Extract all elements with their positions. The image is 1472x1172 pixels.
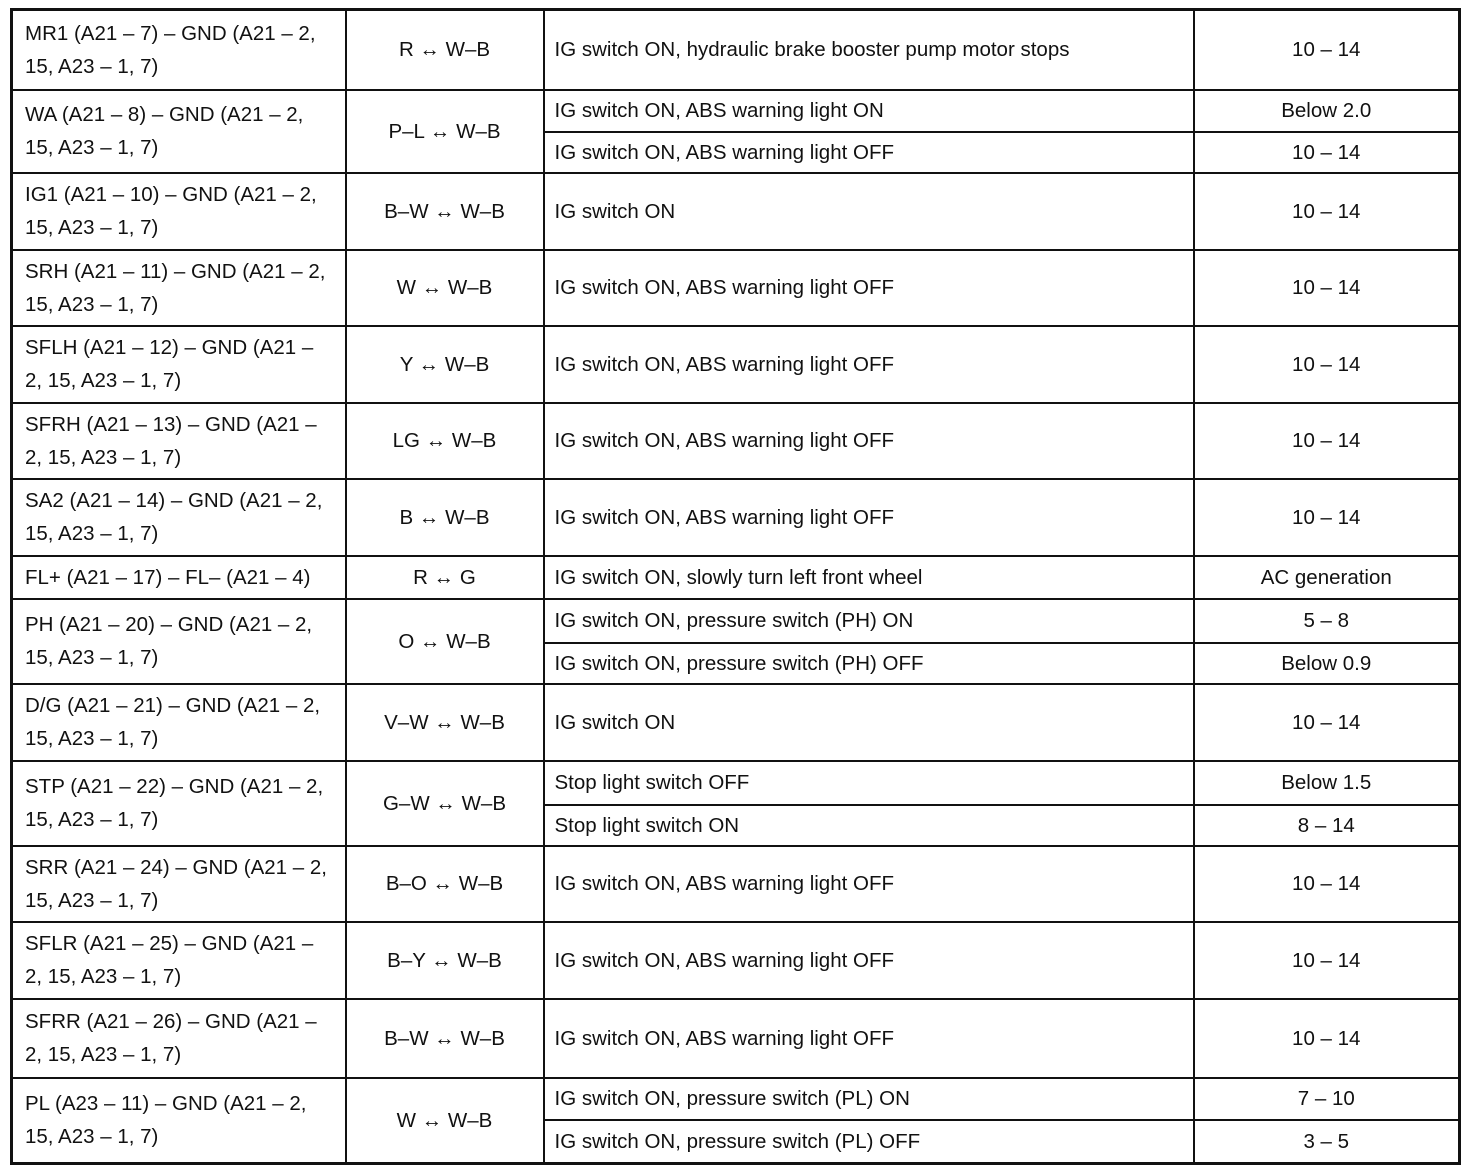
specified-condition-cell: 10 – 14 <box>1194 846 1460 922</box>
condition-cell: IG switch ON, ABS warning light OFF <box>544 479 1194 556</box>
specified-condition-cell: 10 – 14 <box>1194 250 1460 326</box>
terminal-cell: SFLH (A21 – 12) – GND (A21 – 2, 15, A23 – 1, 7) <box>12 326 346 403</box>
terminal-cell: PH (A21 – 20) – GND (A21 – 2, 15, A23 – 1, 7) <box>12 599 346 684</box>
table-row <box>12 479 1460 556</box>
terminal-cell: SRR (A21 – 24) – GND (A21 – 2, 15, A23 – 1, 7) <box>12 846 346 922</box>
specified-condition-cell: Below 2.0 <box>1194 90 1460 132</box>
specified-condition-cell: 5 – 8 <box>1194 599 1460 643</box>
condition-cell: IG switch ON <box>544 173 1194 250</box>
specified-condition-cell: 10 – 14 <box>1194 479 1460 556</box>
terminal-cell: SRH (A21 – 11) – GND (A21 – 2, 15, A23 – 1, 7) <box>12 250 346 326</box>
specified-condition-cell: 10 – 14 <box>1194 999 1460 1078</box>
wiring-color-cell: Y ↔ W–B <box>346 326 544 403</box>
terminal-cell: D/G (A21 – 21) – GND (A21 – 2, 15, A23 – 1, 7) <box>12 684 346 761</box>
table-row <box>12 173 1460 250</box>
table-row <box>12 403 1460 479</box>
specified-condition-cell: Below 0.9 <box>1194 643 1460 684</box>
specified-condition-cell: 3 – 5 <box>1194 1120 1460 1164</box>
wiring-color-cell: P–L ↔ W–B <box>346 90 544 173</box>
specified-condition-cell: 10 – 14 <box>1194 922 1460 999</box>
wiring-color-cell: V–W ↔ W–B <box>346 684 544 761</box>
specified-condition-cell: 10 – 14 <box>1194 10 1460 90</box>
table-row <box>12 1078 1460 1120</box>
terminal-cell: IG1 (A21 – 10) – GND (A21 – 2, 15, A23 – 1, 7) <box>12 173 346 250</box>
condition-cell: IG switch ON, pressure switch (PH) OFF <box>544 643 1194 684</box>
specified-condition-cell: 7 – 10 <box>1194 1078 1460 1120</box>
condition-cell: IG switch ON, pressure switch (PH) ON <box>544 599 1194 643</box>
table-row <box>12 250 1460 326</box>
wiring-color-cell: B–W ↔ W–B <box>346 999 544 1078</box>
table-row <box>12 10 1460 90</box>
condition-cell: IG switch ON, ABS warning light OFF <box>544 326 1194 403</box>
terminal-cell: SFRR (A21 – 26) – GND (A21 – 2, 15, A23 – 1, 7) <box>12 999 346 1078</box>
condition-cell: Stop light switch ON <box>544 805 1194 846</box>
condition-cell: IG switch ON, ABS warning light ON <box>544 90 1194 132</box>
wiring-color-cell: R ↔ G <box>346 556 544 599</box>
specified-condition-cell: AC generation <box>1194 556 1460 599</box>
table-row <box>12 599 1460 643</box>
table-row <box>12 761 1460 805</box>
wiring-color-cell: W ↔ W–B <box>346 1078 544 1164</box>
wiring-color-cell: G–W ↔ W–B <box>346 761 544 846</box>
specified-condition-cell: 10 – 14 <box>1194 684 1460 761</box>
specified-condition-cell: 8 – 14 <box>1194 805 1460 846</box>
table-row <box>12 90 1460 132</box>
specified-condition-cell: 10 – 14 <box>1194 132 1460 173</box>
specified-condition-cell: 10 – 14 <box>1194 173 1460 250</box>
table-row <box>12 846 1460 922</box>
wiring-color-cell: B–Y ↔ W–B <box>346 922 544 999</box>
wiring-color-cell: B–W ↔ W–B <box>346 173 544 250</box>
wiring-color-cell: B–O ↔ W–B <box>346 846 544 922</box>
terminal-cell: SFRH (A21 – 13) – GND (A21 – 2, 15, A23 – 1, 7) <box>12 403 346 479</box>
wiring-color-cell: W ↔ W–B <box>346 250 544 326</box>
terminal-cell: WA (A21 – 8) – GND (A21 – 2, 15, A23 – 1, 7) <box>12 90 346 173</box>
condition-cell: Stop light switch OFF <box>544 761 1194 805</box>
wiring-color-cell: O ↔ W–B <box>346 599 544 684</box>
condition-cell: IG switch ON, ABS warning light OFF <box>544 250 1194 326</box>
terminal-cell: STP (A21 – 22) – GND (A21 – 2, 15, A23 – 1, 7) <box>12 761 346 846</box>
condition-cell: IG switch ON, ABS warning light OFF <box>544 999 1194 1078</box>
table-row <box>12 999 1460 1078</box>
condition-cell: IG switch ON, ABS warning light OFF <box>544 846 1194 922</box>
condition-cell: IG switch ON, ABS warning light OFF <box>544 403 1194 479</box>
table-row <box>12 684 1460 761</box>
table-row <box>12 922 1460 999</box>
table-body <box>12 10 1460 1164</box>
table-row <box>12 326 1460 403</box>
terminal-cell: MR1 (A21 – 7) – GND (A21 – 2, 15, A23 – 1, 7) <box>12 10 346 90</box>
condition-cell: IG switch ON, ABS warning light OFF <box>544 132 1194 173</box>
wiring-color-cell: R ↔ W–B <box>346 10 544 90</box>
terminal-cell: FL+ (A21 – 17) – FL– (A21 – 4) <box>12 556 346 599</box>
terminal-cell: SA2 (A21 – 14) – GND (A21 – 2, 15, A23 – 1, 7) <box>12 479 346 556</box>
condition-cell: IG switch ON, slowly turn left front wheel <box>544 556 1194 599</box>
wiring-color-cell: B ↔ W–B <box>346 479 544 556</box>
terminal-cell: PL (A23 – 11) – GND (A21 – 2, 15, A23 – 1, 7) <box>12 1078 346 1164</box>
condition-cell: IG switch ON, ABS warning light OFF <box>544 922 1194 999</box>
condition-cell: IG switch ON, pressure switch (PL) ON <box>544 1078 1194 1120</box>
terminal-voltage-table <box>10 8 1461 1165</box>
specified-condition-cell: 10 – 14 <box>1194 403 1460 479</box>
terminal-cell: SFLR (A21 – 25) – GND (A21 – 2, 15, A23 – 1, 7) <box>12 922 346 999</box>
condition-cell: IG switch ON, hydraulic brake booster pump motor stops <box>544 10 1194 90</box>
specified-condition-cell: 10 – 14 <box>1194 326 1460 403</box>
condition-cell: IG switch ON, pressure switch (PL) OFF <box>544 1120 1194 1164</box>
table-row <box>12 556 1460 599</box>
wiring-color-cell: LG ↔ W–B <box>346 403 544 479</box>
specified-condition-cell: Below 1.5 <box>1194 761 1460 805</box>
condition-cell: IG switch ON <box>544 684 1194 761</box>
